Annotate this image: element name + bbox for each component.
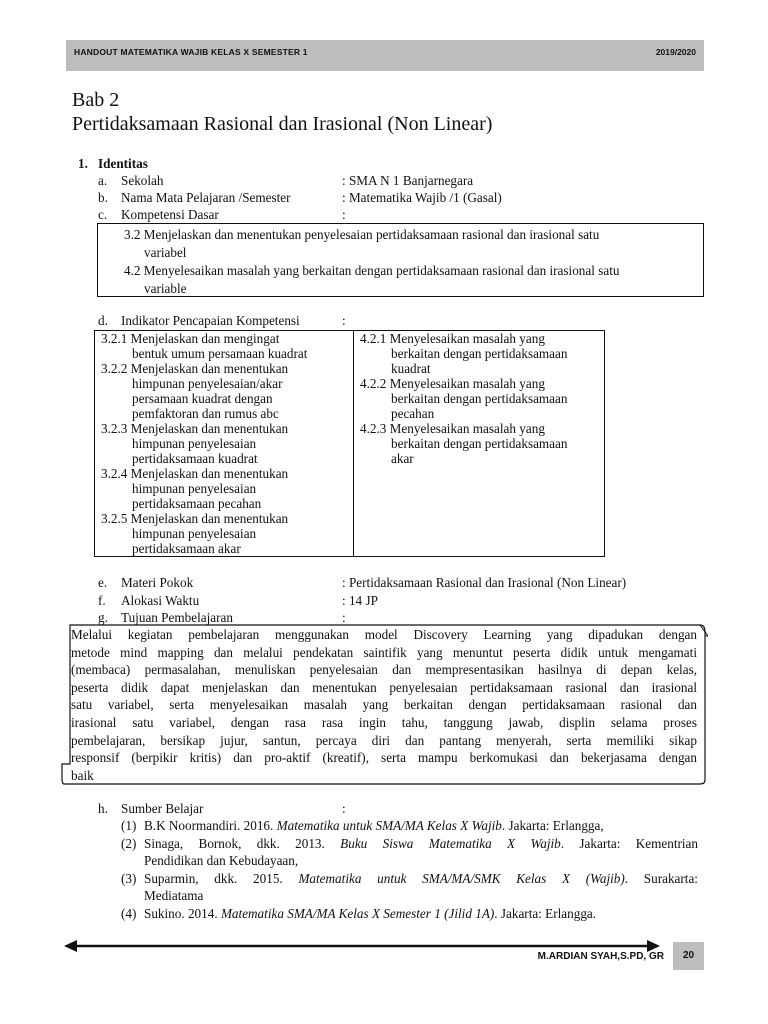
header-title: HANDOUT MATEMATIKA WAJIB KELAS X SEMESTER 1	[74, 47, 308, 57]
row-label: Materi Pokok	[121, 575, 194, 590]
tujuan-line: pembelajaran, bersikap jujur, santun, percaya diri dan pantang menyerah, serta memiliki sikap	[71, 732, 697, 748]
kd-line: 3.2 Menjelaskan dan menentukan penyelesaian pertidaksamaan rasional dan irasional satu	[124, 227, 600, 242]
indikator-right-column	[360, 331, 600, 466]
kd-line: variabel	[144, 245, 187, 260]
row-letter: e.	[98, 575, 108, 590]
author-name: M.ARDIAN SYAH,S.PD, GR	[537, 951, 664, 962]
row-letter: b.	[98, 190, 108, 205]
chapter-title: Pertidaksamaan Rasional dan Irasional (Non Linear)	[72, 113, 493, 135]
row-letter: f.	[98, 593, 106, 608]
kd-line: variable	[144, 281, 187, 296]
row-value: : SMA N 1 Banjarnegara	[342, 173, 474, 188]
kd-line: 4.2 Menyelesaikan masalah yang berkaitan dengan pertidaksamaan rasional dan irasional satu	[124, 263, 620, 278]
indikator-item: 3.2.2 Menjelaskan dan menentukan himpunan penyelesaian/akar persamaan kuadrat dengan pemfaktoran dan rumus abc	[101, 361, 289, 421]
row-label: Kompetensi Dasar	[121, 207, 219, 222]
indikator-item: 4.2.1 Menyelesaikan masalah yang berkaitan dengan pertidaksamaan kuadrat	[360, 331, 568, 376]
indikator-item: 3.2.1 Menjelaskan dan mengingat bentuk umum persamaan kuadrat	[101, 331, 308, 361]
reference-item: (4) Sukino. 2014. Matematika SMA/MA Kelas X Semester 1 (Jilid 1A). Jakarta: Erlangga.	[121, 905, 597, 921]
indikator-left-column	[101, 331, 351, 556]
row-value: :	[342, 610, 346, 625]
kompetensi-dasar-box	[97, 223, 704, 297]
header-year: 2019/2020	[655, 47, 696, 57]
row-letter: a.	[98, 173, 108, 188]
tujuan-text	[71, 626, 697, 784]
tujuan-line: baik	[71, 767, 94, 783]
tujuan-line: satu variabel, serta menyelesaikan masalah yang berkaitan dengan pertidaksamaan rasional dan	[71, 697, 697, 713]
reference-list	[121, 817, 698, 923]
row-value: :	[342, 801, 346, 816]
row-value: : Pertidaksamaan Rasional dan Irasional (Non Linear)	[342, 575, 627, 590]
row-value: : Matematika Wajib /1 (Gasal)	[342, 190, 502, 205]
row-label: Nama Mata Pelajaran /Semester	[121, 190, 291, 205]
tujuan-line: Melalui kegiatan pembelajaran menggunakan model Discovery Learning yang dipadukan dengan	[71, 627, 697, 642]
tujuan-line: irasional satu variabel, dengan rasa rasa ingin tahu, tanggung jawab, displin selama proses	[71, 714, 697, 730]
table-divider	[353, 330, 354, 557]
reference-item: (3) Suparmin, dkk. 2015. Matematika untuk SMA/MA/SMK Kelas X (Wajib). Surakarta: Mediatama	[121, 870, 698, 904]
section-heading: Identitas	[98, 156, 148, 171]
row-letter: h.	[98, 801, 108, 816]
row-value: : 14 JP	[342, 593, 378, 608]
row-value: :	[342, 207, 346, 222]
reference-item: (1) B.K Noormandiri. 2016. Matematika untuk SMA/MA Kelas X Wajib. Jakarta: Erlangga,	[121, 818, 604, 833]
indikator-item: 3.2.4 Menjelaskan dan menentukan himpunan penyelesaian pertidaksamaan pecahan	[101, 466, 289, 511]
row-label: Sekolah	[121, 173, 164, 188]
row-letter: c.	[98, 207, 108, 222]
row-label: Indikator Pencapaian Kompetensi	[121, 313, 300, 328]
row-label: Sumber Belajar	[121, 801, 204, 816]
indikator-item: 4.2.2 Menyelesaikan masalah yang berkaitan dengan pertidaksamaan pecahan	[360, 376, 568, 421]
reference-item: (2) Sinaga, Bornok, dkk. 2013. Buku Siswa Matematika X Wajib. Jakarta: Kementrian Pendidikan dan Kebudayaan,	[121, 835, 698, 869]
row-letter: g.	[98, 610, 108, 625]
tujuan-line: peserta didik dapat menjelaskan dan menentukan penyelesaian pertidaksamaan rasional dan irasional	[71, 679, 697, 695]
tujuan-line: metode mind mapping dan melalui pendekatan saintifik yang menuntut peserta didik untuk mengamati	[71, 644, 697, 660]
indikator-item: 3.2.3 Menjelaskan dan menentukan himpunan penyelesaian pertidaksamaan kuadrat	[101, 421, 289, 466]
section-number: 1.	[78, 156, 88, 171]
tujuan-line: (membaca) permasalahan, menuliskan penyelesaian dan mempresentasikan hasilnya di depan kelas,	[71, 662, 697, 678]
row-label: Tujuan Pembelajaran	[121, 610, 233, 625]
row-value: :	[342, 313, 346, 328]
row-letter: d.	[98, 313, 108, 328]
indikator-item: 3.2.5 Menjelaskan dan menentukan himpunan penyelesaian pertidaksamaan akar	[101, 511, 289, 556]
row-label: Alokasi Waktu	[121, 593, 200, 608]
tujuan-line: responsif (berpikir kritis) dan pro-aktif (kreatif), serta mampu berkomukasi dan bekerjasama dengan	[71, 750, 697, 766]
page-number: 20	[673, 942, 704, 970]
indikator-item: 4.2.3 Menyelesaikan masalah yang berkaitan dengan pertidaksamaan akar	[360, 421, 568, 466]
chapter-number: Bab 2	[72, 89, 120, 111]
